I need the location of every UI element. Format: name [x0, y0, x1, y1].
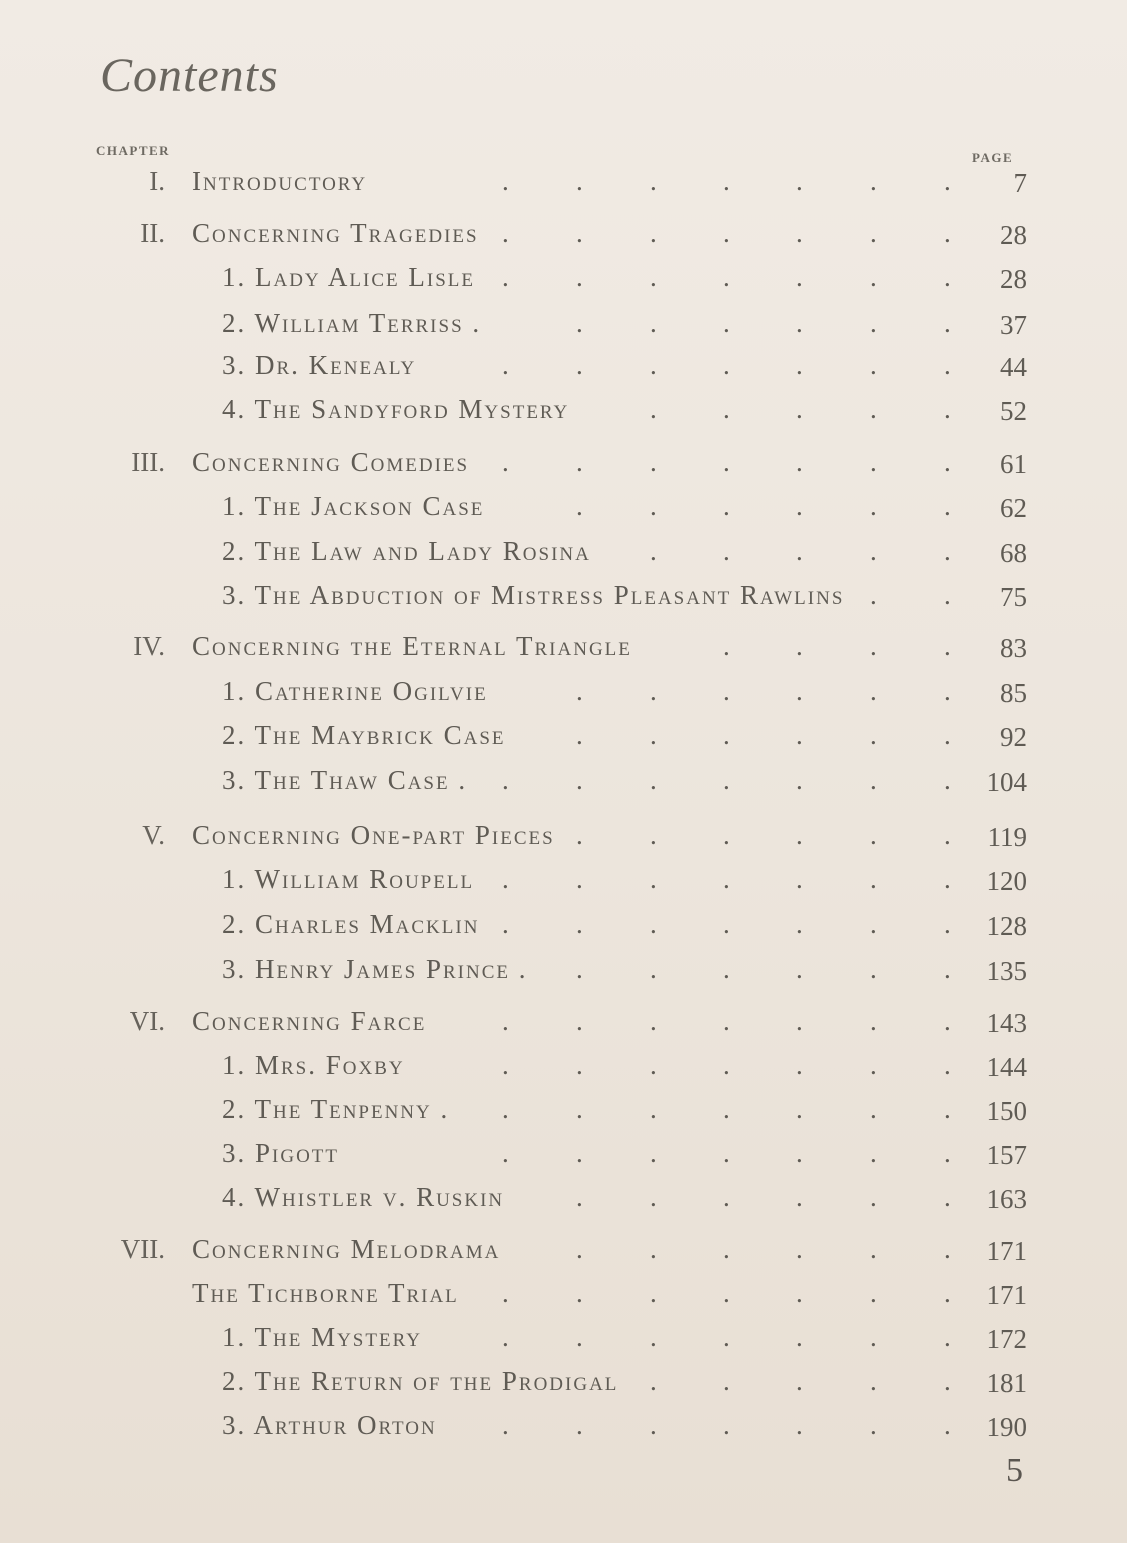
toc-entry[interactable]: 3. The Abduction of Mistress Pleasant Rawlins . . 75	[222, 580, 1027, 612]
section-title: 1. Mrs. Foxby	[222, 1050, 405, 1080]
section-title: 2. Charles Macklin	[222, 909, 480, 939]
chapter-title: Concerning Comedies	[192, 447, 470, 477]
page-reference: 135	[986, 956, 1027, 986]
section-title: 2. The Maybrick Case	[222, 720, 506, 750]
chapter-title: The Tichborne Trial	[192, 1278, 459, 1308]
section-title: 3. The Abduction of Mistress Pleasant Rawlins	[222, 580, 845, 610]
toc-entry[interactable]: 1. Catherine Ogilvie . . . . . . 85	[222, 676, 1027, 708]
section-title: 1. William Roupell	[222, 864, 475, 894]
chapter-title: Concerning Farce	[192, 1006, 427, 1036]
page-reference: 28	[1000, 264, 1027, 294]
section-title: 2. The Return of the Prodigal	[222, 1366, 619, 1396]
toc-entry[interactable]: 2. Charles Macklin . . . . . . . 128	[222, 909, 1027, 941]
toc-entry[interactable]: 2. The Law and Lady Rosina . . . . . 68	[222, 536, 1027, 568]
page-reference: 68	[1000, 538, 1027, 568]
section-title: 1. The Jackson Case	[222, 491, 485, 521]
section-title: 3. Dr. Kenealy	[222, 350, 417, 380]
toc-entry[interactable]: I. Introductory . . . . . . . 7	[149, 166, 1027, 198]
page-reference: 75	[1000, 582, 1027, 612]
chapter-numeral: III.	[131, 447, 165, 477]
section-title: 2. William Terriss .	[222, 308, 482, 338]
section-title: 1. The Mystery	[222, 1322, 422, 1352]
toc-entry[interactable]: 2. The Maybrick Case . . . . . . 92	[222, 720, 1027, 752]
toc-entry[interactable]: 1. Mrs. Foxby . . . . . . . 144	[222, 1050, 1027, 1082]
page-reference: 150	[986, 1096, 1027, 1126]
toc-entry[interactable]: V. Concerning One-part Pieces . . . . . . 119	[142, 820, 1027, 852]
toc-entry[interactable]: VI. Concerning Farce . . . . . . . 143	[129, 1006, 1027, 1038]
toc-entry[interactable]: 1. Lady Alice Lisle . . . . . . . 28	[222, 262, 1027, 294]
page-reference: 128	[986, 911, 1027, 941]
chapter-numeral: IV.	[133, 631, 165, 661]
toc-entry[interactable]: 3. Dr. Kenealy . . . . . . . 44	[222, 350, 1027, 382]
toc-entry[interactable]: 2. The Return of the Prodigal . . . . . 181	[222, 1366, 1027, 1398]
section-title: 2. The Law and Lady Rosina	[222, 536, 591, 566]
page-reference: 172	[986, 1324, 1027, 1354]
chapter-title: Concerning the Eternal Triangle	[192, 631, 632, 661]
section-title: 4. The Sandyford Mystery	[222, 394, 570, 424]
toc-entry[interactable]: The Tichborne Trial . . . . . . . 171	[192, 1278, 1027, 1310]
page-column-header: PAGE	[972, 150, 1014, 165]
chapter-title: Introductory	[192, 166, 368, 196]
chapter-title: Concerning Tragedies	[192, 218, 479, 248]
page-reference: 37	[1000, 310, 1027, 340]
toc-entry[interactable]: 3. Pigott . . . . . . . 157	[222, 1138, 1027, 1170]
page-reference: 144	[986, 1052, 1027, 1082]
page-reference: 171	[986, 1236, 1027, 1266]
toc-entry[interactable]: VII. Concerning Melodrama . . . . . . 171	[120, 1234, 1027, 1266]
page-reference: 83	[1000, 633, 1027, 663]
page-reference: 28	[1000, 220, 1027, 250]
page-title: Contents	[100, 49, 279, 102]
page-reference: 61	[1000, 449, 1027, 479]
chapter-numeral: VII.	[120, 1234, 165, 1264]
section-title: 3. Arthur Orton	[222, 1410, 437, 1440]
page-reference: 171	[986, 1280, 1027, 1310]
page-reference: 143	[986, 1008, 1027, 1038]
page-reference: 120	[986, 866, 1027, 896]
chapter-numeral: I.	[149, 166, 165, 196]
section-title: 3. Henry James Prince .	[222, 954, 528, 984]
section-title: 3. The Thaw Case .	[222, 765, 468, 795]
toc-entry[interactable]: 1. The Mystery . . . . . . . 172	[222, 1322, 1027, 1354]
section-title: 1. Catherine Ogilvie	[222, 676, 488, 706]
page-reference: 181	[986, 1368, 1027, 1398]
page-reference: 157	[986, 1140, 1027, 1170]
chapter-title: Concerning One-part Pieces	[192, 820, 555, 850]
toc-entry[interactable]: II. Concerning Tragedies . . . . . . . 28	[140, 218, 1027, 250]
toc-entry[interactable]: 1. William Roupell . . . . . . . 120	[222, 864, 1027, 896]
page-reference: 190	[986, 1412, 1027, 1442]
page-reference: 7	[1013, 168, 1027, 198]
chapter-title: Concerning Melodrama	[192, 1234, 501, 1264]
toc-entry[interactable]: 1. The Jackson Case . . . . . . 62	[222, 491, 1027, 523]
page-reference: 119	[987, 822, 1027, 852]
page-reference: 62	[1000, 493, 1027, 523]
toc-entry[interactable]: 3. The Thaw Case . . . . . . . . 104	[222, 765, 1027, 797]
chapter-numeral: V.	[142, 820, 165, 850]
chapter-numeral: VI.	[129, 1006, 165, 1036]
page-reference: 92	[1000, 722, 1027, 752]
toc-entry[interactable]: 3. Arthur Orton . . . . . . . 190	[222, 1410, 1027, 1442]
section-title: 2. The Tenpenny .	[222, 1094, 450, 1124]
section-title: 1. Lady Alice Lisle	[222, 262, 475, 292]
section-title: 3. Pigott	[222, 1138, 339, 1168]
section-title: 4. Whistler v. Ruskin	[222, 1182, 505, 1212]
page-reference: 104	[986, 767, 1027, 797]
page-reference: 163	[986, 1184, 1027, 1214]
chapter-numeral: II.	[140, 218, 165, 248]
page-number: 5	[1006, 1452, 1023, 1489]
page-reference: 85	[1000, 678, 1027, 708]
page-reference: 44	[1000, 352, 1027, 382]
toc-entry[interactable]: 4. The Sandyford Mystery . . . . . 52	[222, 394, 1027, 426]
toc-entry[interactable]: 4. Whistler v. Ruskin . . . . . . 163	[222, 1182, 1027, 1214]
chapter-column-header: CHAPTER	[96, 143, 171, 158]
toc-entry[interactable]: 3. Henry James Prince . . . . . . . 135	[222, 954, 1027, 986]
toc-entry[interactable]: IV. Concerning the Eternal Triangle . . . . 83	[133, 631, 1027, 663]
toc-entry[interactable]: 2. William Terriss . . . . . . . 37	[222, 308, 1027, 340]
toc-entry[interactable]: 2. The Tenpenny . . . . . . . . 150	[222, 1094, 1027, 1126]
toc-entry[interactable]: III. Concerning Comedies . . . . . . . 61	[131, 447, 1027, 479]
page-reference: 52	[1000, 396, 1027, 426]
